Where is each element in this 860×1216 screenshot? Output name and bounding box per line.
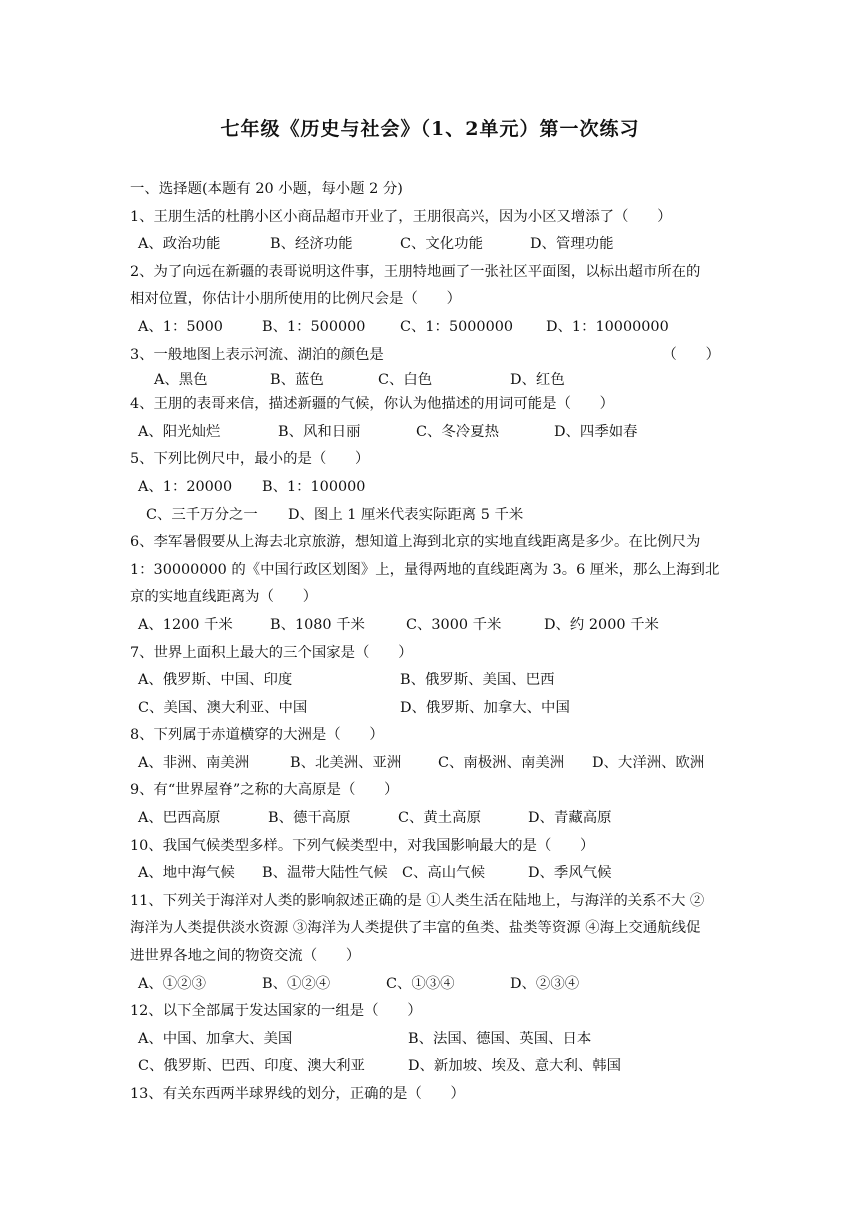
question-1-options: [130, 231, 742, 259]
option-b: B、蓝色: [270, 372, 324, 389]
option-d: D、四季如春: [554, 423, 638, 440]
option-a: A、阳光灿烂: [138, 423, 221, 440]
question-11-options: [130, 971, 742, 999]
option-d: D、约 2000 千米: [544, 616, 659, 633]
option-c: C、黄土高原: [398, 810, 481, 827]
question-3-options: [130, 369, 742, 391]
option-a: A、1：20000: [138, 478, 233, 495]
question-7-options-row1: [130, 667, 742, 695]
option-c: C、俄罗斯、巴西、印度、澳大利亚: [138, 1058, 365, 1075]
question-13-stem: 13、有关东西两半球界线的划分，正确的是（ ）: [130, 1086, 465, 1102]
option-a: A、俄罗斯、中国、印度: [138, 672, 293, 689]
question-3-stem: [130, 342, 742, 370]
option-b: B、1080 千米: [270, 616, 365, 633]
option-d: D、新加坡、埃及、意大利、韩国: [408, 1058, 622, 1075]
question-12-options-row2: [130, 1053, 742, 1081]
option-a: A、中国、加拿大、美国: [138, 1030, 293, 1047]
option-c: C、南极洲、南美洲: [438, 754, 565, 771]
option-a: A、1：5000: [138, 318, 223, 335]
option-b: B、法国、德国、英国、日本: [408, 1030, 592, 1047]
option-c: C、白色: [378, 372, 433, 389]
question-7-stem: 7、世界上面积上最大的三个国家是（ ）: [130, 644, 413, 661]
option-a: A、非洲、南美洲: [138, 754, 250, 771]
option-d: D、管理功能: [530, 236, 614, 253]
option-a: A、政治功能: [138, 236, 221, 253]
option-b: B、1：500000: [262, 318, 366, 335]
option-c: C、3000 千米: [406, 616, 502, 633]
question-6-stem-line2: 1：30000000 的《中国行政区划图》上，量得两地的直线距离为 3。6 厘米，那么上海到北: [130, 561, 720, 578]
question-5-options-row1: [130, 474, 742, 502]
option-a: A、①②③: [138, 975, 206, 992]
section-heading: 一、选择题(本题有 20 小题，每小题 2 分): [130, 181, 403, 197]
question-7-options-row2: [130, 695, 742, 723]
question-10-options: [130, 860, 742, 888]
question-3-stem-text: 3、一般地图上表示河流、湖泊的颜色是: [130, 346, 384, 363]
option-b: B、北美洲、亚洲: [290, 754, 402, 771]
option-d: D、青藏高原: [528, 810, 612, 827]
question-4-options: [130, 419, 742, 447]
option-d: D、②③④: [510, 975, 580, 992]
question-11-stem-line1: 11、下列关于海洋对人类的影响叙述正确的是 ①人类生活在陆地上，与海洋的关系不大 ②: [130, 892, 705, 909]
option-d: D、红色: [510, 372, 565, 389]
option-d: D、大洋洲、欧洲: [592, 754, 705, 771]
option-c: C、美国、澳大利亚、中国: [138, 699, 308, 716]
option-b: B、德干高原: [268, 810, 351, 827]
question-12-options-row1: [130, 1026, 742, 1054]
option-b: B、经济功能: [270, 236, 353, 253]
document-title: 七年级《历史与社会》（1、2单元）第一次练习: [220, 118, 640, 140]
option-a: A、1200 千米: [138, 616, 233, 633]
question-list: [130, 176, 742, 1109]
option-d: D、俄罗斯、加拿大、中国: [400, 699, 570, 716]
option-a: A、地中海气候: [138, 865, 235, 882]
option-a: A、黑色: [154, 372, 208, 389]
question-2-stem-line2: 相对位置，你估计小朋所使用的比例尺会是（ ）: [130, 291, 461, 308]
answer-parentheses: （ ）: [662, 346, 720, 363]
option-b: B、风和日丽: [278, 423, 361, 440]
option-d: D、图上 1 厘米代表实际距离 5 千米: [288, 506, 524, 523]
question-6-stem-line3: 京的实地直线距离为（ ）: [130, 589, 318, 606]
option-c: C、冬冷夏热: [416, 423, 499, 440]
question-8-stem: 8、下列属于赤道横穿的大洲是（ ）: [130, 727, 384, 744]
option-d: D、1：10000000: [546, 318, 669, 335]
option-c: C、1：5000000: [400, 318, 514, 335]
question-5-stem: 5、下列比例尺中，最小的是（ ）: [130, 451, 370, 468]
option-b: B、①②④: [262, 975, 331, 992]
question-6-stem-line1: 6、李军暑假要从上海去北京旅游，想知道上海到北京的实地直线距离是多少。在比例尺为: [130, 534, 701, 551]
question-12-stem: 12、以下全部属于发达国家的一组是（ ）: [130, 1003, 422, 1020]
question-9-stem: 9、有“世界屋脊”之称的大高原是（ ）: [130, 782, 399, 799]
question-1-stem: 1、王朋生活的杜鹃小区小商品超市开业了，王朋很高兴，因为小区又增添了（ ）: [130, 208, 672, 225]
question-11-stem-line3: 进世界各地之间的物资交流（ ）: [130, 948, 361, 965]
option-c: C、①③④: [386, 975, 455, 992]
option-c: C、文化功能: [400, 236, 483, 253]
question-11-stem-line2: 海洋为人类提供淡水资源 ③海洋为人类提供了丰富的鱼类、盐类等资源 ④海上交通航线促: [130, 920, 701, 937]
option-b: B、俄罗斯、美国、巴西: [400, 672, 555, 689]
question-2-stem-line1: 2、为了向远在新疆的表哥说明这件事，王朋特地画了一张社区平面图，以标出超市所在的: [130, 263, 701, 280]
option-b: B、温带大陆性气候: [262, 865, 388, 882]
question-9-options: [130, 805, 742, 833]
question-2-options: [130, 314, 742, 342]
question-4-stem: 4、王朋的表哥来信，描述新疆的气候，你认为他描述的用词可能是（ ）: [130, 396, 615, 413]
option-d: D、季风气候: [528, 865, 612, 882]
option-b: B、1：100000: [262, 478, 366, 495]
question-10-stem: 10、我国气候类型多样。下列气候类型中，对我国影响最大的是（ ）: [130, 837, 595, 854]
question-5-options-row2: [130, 502, 742, 530]
option-c: C、三千万分之一: [146, 506, 258, 523]
question-6-options: [130, 612, 742, 640]
question-8-options: [130, 750, 742, 778]
option-c: C、高山气候: [402, 865, 485, 882]
option-a: A、巴西高原: [138, 810, 221, 827]
